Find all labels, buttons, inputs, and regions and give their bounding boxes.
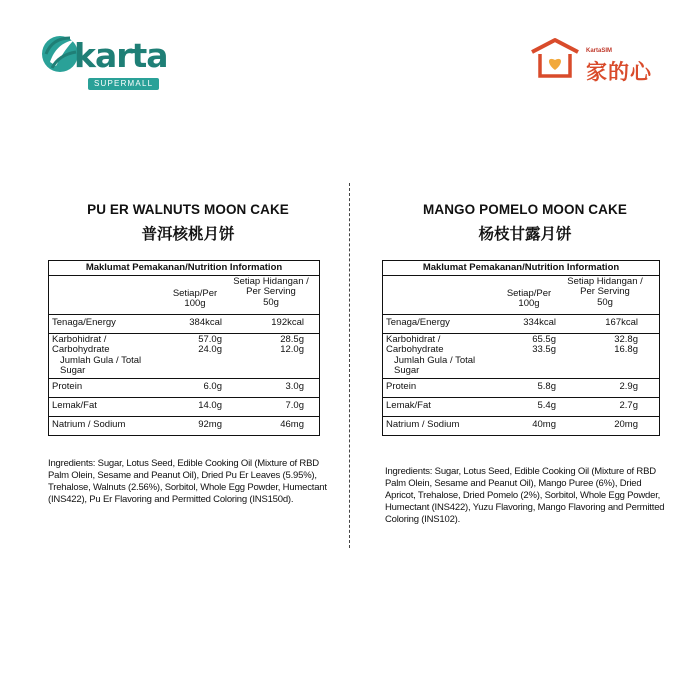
nutrition-row-fat: Lemak/Fat 14.0g 7.0g [49,398,319,417]
supermall-tag: SUPERMALL [88,78,159,90]
per-100g-header: Setiap/Per 100g [506,287,552,309]
per-serving-header: Setiap Hidangan / Per Serving 50g [233,275,309,308]
home-brand-small: KartaSIM [586,48,613,54]
panel-divider [349,183,350,548]
home-heart-logo [528,36,658,86]
ingredients-text: Ingredients: Sugar, Lotus Seed, Edible Cooking Oil (Mixture of RBD Palm Olein, Sesame and Peanut Oil), Mango Puree (6%), Dried Apricot, Trehalose, Dried Pomelo (2%), Sorbitol, Whole Egg Powder, Humectant (INS422), Yuzu Flavoring, Mango Flavoring and Permitted Coloring (INS102). [385,465,665,525]
nutrition-row-carbohydrate: Karbohidrat / Carbohydrate Jumlah Gula / Total Sugar 65.5g 33.5g 32.8g 16.8g [383,334,659,379]
product-title-chinese: 杨枝甘露月饼 [478,224,572,243]
product-title: MANGO POMELO MOON CAKE [423,202,627,217]
product-title-chinese: 普洱核桃月饼 [141,224,235,243]
house-heart-icon [528,36,582,82]
nutrition-row-carbohydrate: Karbohidrat / Carbohydrate Jumlah Gula / Total Sugar 57.0g 24.0g 28.5g 12.0g [49,334,319,379]
karta-wordmark: karta [74,36,168,75]
karta-supermall-logo [40,32,168,92]
nutrition-table [382,260,660,436]
nutrition-row-sodium: Natrium / Sodium 40mg 20mg [386,419,638,431]
nutrition-row-sodium: Natrium / Sodium 92mg 46mg [52,419,304,431]
nutrition-row-energy: Tenaga/Energy 384kcal 192kcal [49,315,319,334]
ingredients-text: Ingredients: Sugar, Lotus Seed, Edible Cooking Oil (Mixture of RBD Palm Olein, Sesame and Peanut Oil), Dried Pu Er Leaves (5.95%), Trehalose, Walnuts (2.56%), Sorbitol, Whole Egg Powder, Humectant (INS422), Pu Er Flavoring and Permitted Coloring (INS150d). [48,457,327,505]
nutrition-column-headers [383,276,659,315]
product-title: PU ER WALNUTS MOON CAKE [87,202,289,217]
product-panel-pu-er [48,202,328,515]
nutrition-row-protein: Protein 5.8g 2.9g [383,379,659,398]
per-serving-header: Setiap Hidangan / Per Serving 50g [567,275,643,308]
nutrition-table-header: Maklumat Pemakanan/Nutrition Information [383,261,659,276]
nutrition-row-energy: Tenaga/Energy 334kcal 167kcal [383,315,659,334]
nutrition-table-header: Maklumat Pemakanan/Nutrition Information [49,261,319,276]
nutrition-row-fat: Lemak/Fat 5.4g 2.7g [383,398,659,417]
product-panel-mango-pomelo [385,202,665,535]
nutrition-column-headers [49,276,319,315]
nutrition-row-protein: Protein 6.0g 3.0g [49,379,319,398]
nutrition-table [48,260,320,436]
per-100g-header: Setiap/Per 100g [172,287,218,309]
home-brand-chinese: 家的心 [586,60,652,84]
